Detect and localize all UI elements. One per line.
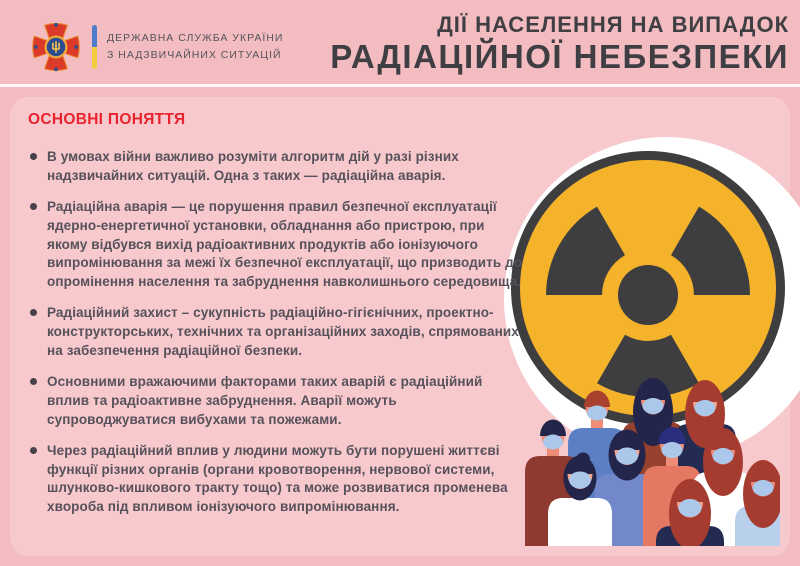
bullet-list (28, 148, 525, 530)
header (0, 0, 800, 84)
poster-title-line1: ДІЇ НАСЕЛЕННЯ НА ВИПАДОК (437, 12, 789, 37)
bullet-item (28, 148, 525, 185)
bullet-text: Основними вражаючими факторами таких аварій є радіаційний вплив та радіоактивне забруднення. Аварії можуть супроводжуватися вибухами та пожежами. (47, 374, 483, 427)
poster-title-line2: РАДІАЦІЙНОЇ НЕБЕЗПЕКИ (330, 38, 789, 76)
bullet-text: Через радіаційний вплив у людини можуть бути порушені життєві функції різних органів (органи кровотворення, нервової системи, шлунково-кишкового тракту тощо) та може розвиватися променева хвороба під впливом іонізуючого випромінювання. (47, 443, 508, 514)
bullet-text: Радіаційний захист – сукупність радіаційно-гігієнічних, проектно-конструкторських, технічних та організаційних заходів, спрямованих на забезпечення радіаційної безпеки. (47, 305, 519, 358)
bullet-text: В умовах війни важливо розуміти алгоритм дій у разі різних надзвичайних ситуацій. Одна з таких — радіаційна аварія. (47, 149, 459, 183)
bullet-item (28, 304, 525, 360)
brand-block (30, 19, 283, 75)
section-title: ОСНОВНІ ПОНЯТТЯ (28, 111, 186, 128)
ukraine-flag-bar-icon (92, 25, 97, 69)
poster-title (330, 13, 789, 75)
bullet-text: Радіаційна аварія — це порушення правил безпечної експлуатації ядерно-енергетичної установки, обладнання або пристрою, при якому відбувся вихід радіоактивних продуктів або іонізуючого випромінювання за межі їх безпечної експлуатації, що призводить до опромінення населення та забруднення навколишнього середовища. (47, 199, 523, 289)
org-name-line1: ДЕРЖАВНА СЛУЖБА УКРАЇНИ (107, 32, 284, 45)
bullet-item (28, 373, 525, 429)
org-name-line2: З НАДЗВИЧАЙНИХ СИТУАЦІЙ (107, 49, 282, 61)
org-name (107, 30, 283, 64)
bullet-item (28, 198, 525, 291)
crowd-masked-people-illustration (520, 362, 780, 546)
dsns-emblem-icon (30, 19, 82, 75)
bullet-item (28, 442, 525, 517)
header-separator (0, 84, 800, 87)
